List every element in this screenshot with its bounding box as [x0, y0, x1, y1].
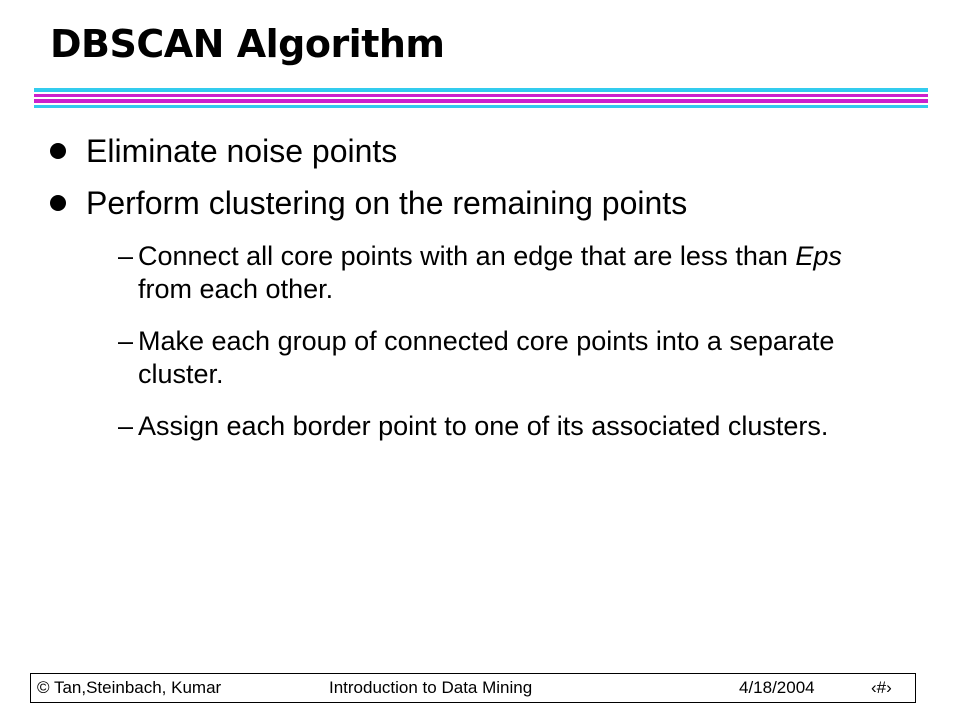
- sub-bullet-text: Make each group of connected core points into a separate cluster.: [138, 326, 835, 389]
- title-rule-magenta-top: [34, 94, 928, 97]
- title-rule-magenta-bottom: [34, 99, 928, 103]
- sub-bullet-text: Assign each border point to one of its associated clusters.: [138, 411, 829, 441]
- bullet-dot-icon: [50, 195, 66, 211]
- bullet-dot-icon: [50, 143, 66, 159]
- slide-footer: [30, 673, 916, 703]
- title-rule-blue-top: [34, 88, 928, 92]
- footer-date: 4/18/2004: [739, 678, 815, 697]
- sub-bullet-item: [118, 325, 858, 391]
- dash-icon: –: [118, 241, 134, 271]
- bullet-item: [50, 183, 910, 223]
- sub-bullet-item: [118, 240, 858, 306]
- footer-page-number: ‹#›: [871, 678, 892, 697]
- title-rule-blue-bottom: [34, 105, 928, 108]
- eps-term: Eps: [795, 241, 842, 271]
- slide-title: DBSCAN Algorithm: [50, 22, 445, 66]
- footer-course: Introduction to Data Mining: [329, 678, 533, 697]
- dash-icon: –: [118, 411, 134, 441]
- sub-bullet-text: [138, 240, 858, 306]
- footer-copyright: © Tan,Steinbach, Kumar: [37, 678, 222, 697]
- bullet-text: Perform clustering on the remaining points: [86, 185, 688, 221]
- sub-bullet-text-part: Connect all core points with an edge that are less than: [138, 241, 796, 271]
- sub-bullet-item: [118, 410, 858, 443]
- dash-icon: –: [118, 326, 134, 356]
- bullet-text: Eliminate noise points: [86, 133, 398, 169]
- bullet-item: [50, 131, 910, 171]
- sub-bullet-text-part: from each other.: [138, 274, 334, 304]
